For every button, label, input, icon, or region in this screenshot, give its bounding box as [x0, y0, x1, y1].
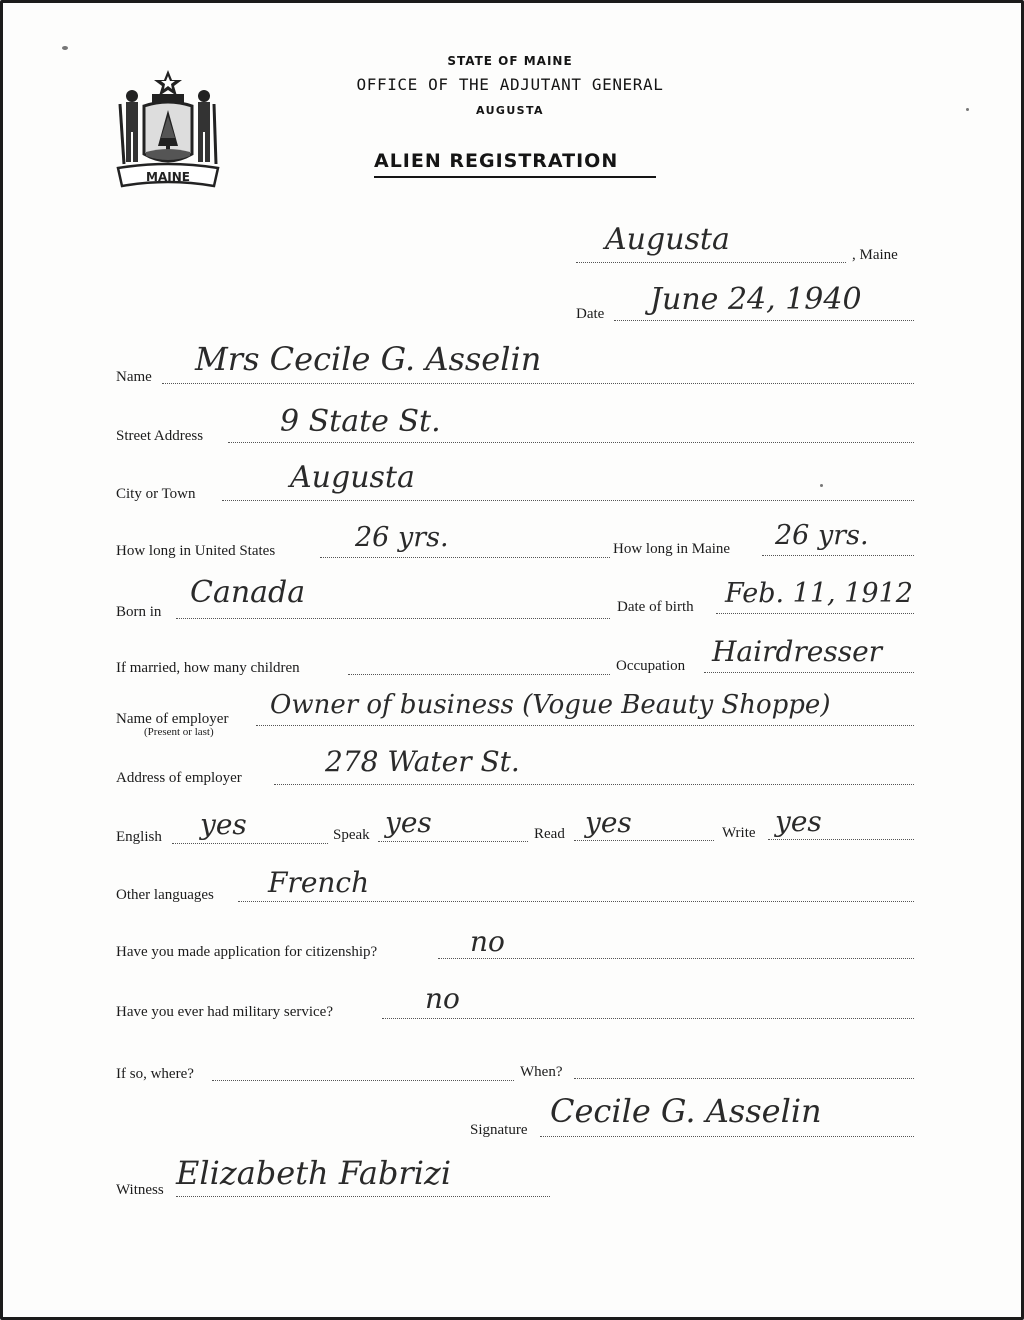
city-value: Augusta — [290, 460, 415, 495]
military-label: Have you ever had military service? — [116, 1004, 333, 1020]
citizenship-value: no — [470, 925, 505, 958]
write-value: yes — [775, 805, 822, 838]
signature-label: Signature — [470, 1122, 528, 1138]
date-of-birth-line — [716, 613, 914, 614]
city-label: City or Town — [116, 486, 196, 502]
form-title: ALIEN REGISTRATION — [374, 150, 619, 172]
city-line — [222, 500, 914, 501]
born-in-value: Canada — [190, 575, 306, 610]
date-line — [614, 320, 914, 321]
header-city: AUGUSTA — [476, 104, 544, 117]
english-line — [172, 843, 328, 844]
signature-line — [540, 1136, 914, 1137]
when-line — [574, 1078, 914, 1079]
how-long-maine-value: 26 yrs. — [775, 520, 869, 551]
town-value: Augusta — [605, 222, 730, 257]
born-in-label: Born in — [116, 604, 162, 620]
born-in-line — [176, 618, 610, 619]
military-line — [382, 1018, 914, 1019]
witness-value: Elizabeth Fabrizi — [176, 1154, 452, 1192]
speak-value: yes — [385, 806, 432, 839]
children-label: If married, how many children — [116, 660, 300, 676]
english-label: English — [116, 829, 162, 845]
seal-banner-text: MAINE — [146, 170, 190, 184]
date-of-birth-label: Date of birth — [617, 599, 694, 615]
employer-line — [256, 725, 914, 726]
other-languages-label: Other languages — [116, 887, 214, 903]
where-label: If so, where? — [116, 1066, 194, 1082]
date-value: June 24, 1940 — [650, 282, 862, 317]
name-label: Name — [116, 369, 152, 385]
read-value: yes — [585, 806, 632, 839]
english-value: yes — [200, 808, 247, 841]
scan-speck — [966, 108, 969, 111]
read-label: Read — [534, 826, 565, 842]
title-underline — [374, 176, 656, 178]
scan-speck — [820, 484, 823, 487]
employer-note-label: (Present or last) — [144, 726, 214, 738]
date-label: Date — [576, 306, 605, 322]
employer-value: Owner of business (Vogue Beauty Shoppe) — [270, 690, 831, 720]
how-long-maine-line — [762, 555, 914, 556]
maine-suffix-label: , Maine — [852, 247, 898, 263]
scan-speck — [62, 46, 68, 50]
how-long-us-label: How long in United States — [116, 543, 276, 559]
witness-label: Witness — [116, 1182, 164, 1198]
employer-address-value: 278 Water St. — [325, 745, 520, 778]
occupation-line — [704, 672, 914, 673]
header-state: STATE OF MAINE — [447, 54, 573, 68]
children-line — [348, 674, 610, 675]
how-long-us-line — [320, 557, 610, 558]
date-of-birth-value: Feb. 11, 1912 — [725, 578, 913, 609]
write-line — [768, 839, 914, 840]
speak-label: Speak — [333, 827, 370, 843]
employer-address-line — [274, 784, 914, 785]
employer-address-label: Address of employer — [116, 770, 242, 786]
how-long-maine-label: How long in Maine — [613, 541, 731, 557]
other-languages-value: French — [268, 866, 370, 899]
occupation-label: Occupation — [616, 658, 686, 674]
name-value: Mrs Cecile G. Asselin — [195, 340, 542, 378]
other-languages-line — [238, 901, 914, 902]
occupation-value: Hairdresser — [712, 635, 883, 668]
witness-line — [176, 1196, 550, 1197]
where-line — [212, 1080, 514, 1081]
how-long-us-value: 26 yrs. — [355, 522, 449, 553]
speak-line — [378, 841, 528, 842]
street-address-value: 9 State St. — [280, 404, 441, 439]
write-label: Write — [722, 825, 756, 841]
when-label: When? — [520, 1064, 563, 1080]
signature-value: Cecile G. Asselin — [550, 1092, 822, 1130]
employer-label: Name of employer — [116, 711, 229, 727]
street-address-line — [228, 442, 914, 443]
citizenship-line — [438, 958, 914, 959]
citizenship-label: Have you made application for citizenship? — [116, 944, 378, 960]
state-seal-icon — [114, 68, 222, 190]
read-line — [574, 840, 714, 841]
header-office: OFFICE OF THE ADJUTANT GENERAL — [356, 75, 664, 94]
name-line — [162, 383, 914, 384]
town-line — [576, 262, 846, 263]
military-value: no — [425, 982, 460, 1015]
street-address-label: Street Address — [116, 428, 204, 444]
